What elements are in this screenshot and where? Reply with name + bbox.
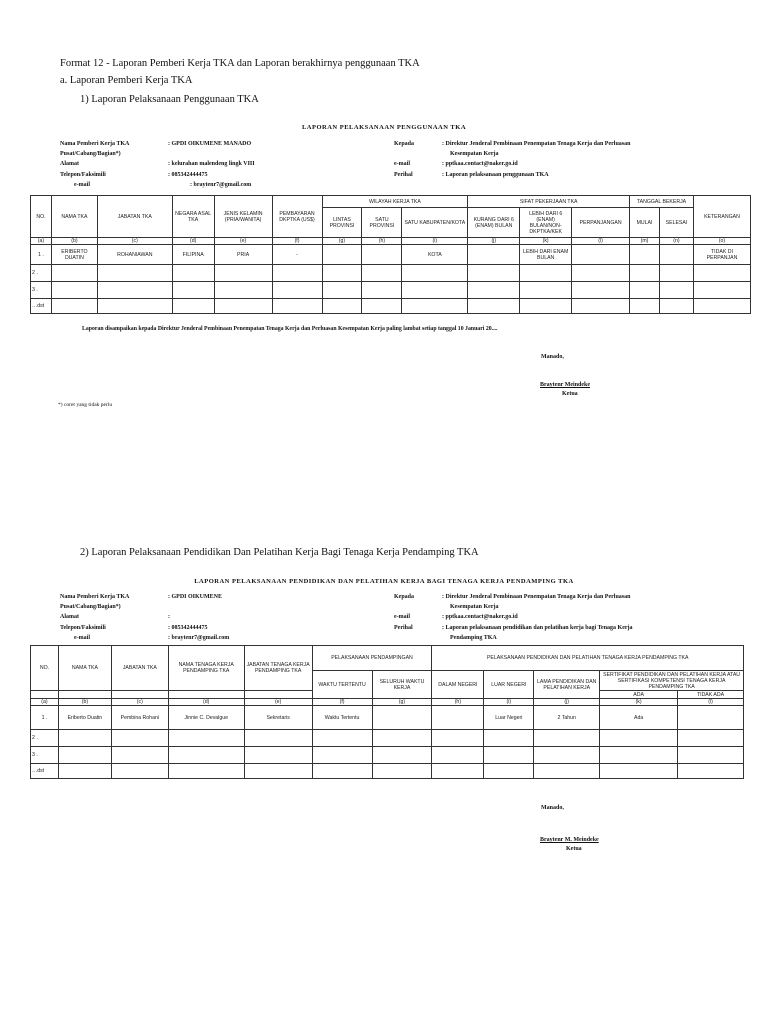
table-cell <box>362 282 402 299</box>
table-cell <box>534 764 600 779</box>
table-cell <box>58 747 111 764</box>
index-cell: (a) <box>31 699 59 706</box>
table-cell <box>322 299 362 314</box>
col-wilayah: WILAYAH KERJA TKA <box>322 196 468 208</box>
index-cell: (b) <box>58 699 111 706</box>
table-cell <box>172 282 214 299</box>
col-satu-prov: SATU PROVINSI <box>362 208 402 238</box>
table-cell <box>272 265 322 282</box>
table-cell: ROHANIAWAN <box>97 245 172 265</box>
col-jabatan-tk-pendamping: JABATAN TENAGA KERJA PENDAMPING TKA <box>244 646 312 691</box>
table-cell <box>520 299 572 314</box>
meta-value-cont: Pendamping TKA <box>450 634 497 641</box>
table-cell: Jinnie C. Devalgue <box>168 706 244 730</box>
meta-value: : <box>168 614 170 621</box>
meta-value: : kelurahan malendeng lingk VIII <box>168 161 255 168</box>
table-cell <box>520 265 572 282</box>
table-cell <box>630 265 660 282</box>
report2-signer-role: Ketua <box>566 846 582 852</box>
meta-label: Alamat <box>60 614 79 621</box>
table-cell <box>468 299 520 314</box>
col-no: NO. <box>31 646 59 691</box>
table-cell <box>168 747 244 764</box>
meta-label: e-mail <box>74 181 90 188</box>
col-tidak-ada: TIDAK ADA <box>678 691 744 699</box>
meta-value <box>168 150 255 158</box>
report1-signer-role: Ketua <box>562 391 578 397</box>
meta-label: Nama Pemberi Kerja TKA <box>60 594 130 600</box>
index-cell: (j) <box>468 238 520 245</box>
table-cell <box>322 282 362 299</box>
index-cell: (f) <box>272 238 322 245</box>
meta-value: : Laporan pelaksanaan penggunaan TKA <box>442 171 549 178</box>
table-cell <box>51 282 97 299</box>
meta-label: e-mail <box>394 614 410 621</box>
index-row <box>31 699 744 706</box>
table-cell <box>312 730 372 747</box>
table-cell <box>678 730 744 747</box>
table-row <box>31 764 744 779</box>
table-cell <box>402 282 468 299</box>
table-cell <box>678 747 744 764</box>
table-cell <box>97 265 172 282</box>
table-cell <box>630 299 660 314</box>
table-cell <box>572 265 630 282</box>
col-lama: LAMA PENDIDIKAN DAN PELATIHAN KERJA <box>534 671 600 699</box>
index-row <box>31 238 751 245</box>
meta-value: : 085342444475 <box>168 171 208 178</box>
index-cell: (l) <box>572 238 630 245</box>
report1-meta-left <box>58 138 257 191</box>
table-cell <box>372 747 432 764</box>
table-cell <box>214 265 272 282</box>
meta-value-cont: Kesempatan Kerja <box>450 151 499 158</box>
col-luar-negeri: LUAR NEGERI <box>484 671 534 699</box>
report1-title: LAPORAN PELAKSANAAN PENGGUNAAN TKA <box>301 124 467 131</box>
table-cell <box>51 299 97 314</box>
report1-table <box>30 195 751 314</box>
index-cell: (j) <box>534 699 600 706</box>
table-cell <box>97 282 172 299</box>
table-cell <box>693 299 750 314</box>
index-cell: (d) <box>172 238 214 245</box>
table-cell <box>58 764 111 779</box>
table-cell: 1 . <box>31 245 52 265</box>
table-cell <box>468 282 520 299</box>
meta-label: e-mail <box>394 161 410 168</box>
table-cell <box>372 764 432 779</box>
table-cell: ERIBERTO DUATIN <box>51 245 97 265</box>
table-cell <box>362 299 402 314</box>
table-cell <box>600 747 678 764</box>
table-cell: PRIA <box>214 245 272 265</box>
table-cell <box>520 282 572 299</box>
index-cell: (f) <box>312 699 372 706</box>
table-cell: Eriberto Duatin <box>58 706 111 730</box>
section-1-heading: 1) Laporan Pelaksanaan Penggunaan TKA <box>80 94 259 105</box>
meta-label: Perihal <box>394 171 413 178</box>
table-cell: TIDAK DI PERPANJAN <box>693 245 750 265</box>
table-row <box>31 245 751 265</box>
table-cell <box>693 265 750 282</box>
table-cell <box>572 245 630 265</box>
index-cell: (n) <box>660 238 694 245</box>
col-ada: ADA <box>600 691 678 699</box>
col-no: NO. <box>31 196 52 238</box>
table-row <box>31 730 744 747</box>
meta-label: e-mail <box>74 634 90 641</box>
table-cell <box>660 265 694 282</box>
report2-title: LAPORAN PELAKSANAAN PENDIDIKAN DAN PELATIHAN KERJA BAGI TENAGA KERJA PENDAMPING TKA <box>194 578 574 585</box>
table-cell <box>51 265 97 282</box>
table-cell <box>168 764 244 779</box>
table-cell <box>468 245 520 265</box>
meta-value: : braytenr7@gmail.com <box>190 181 252 188</box>
index-cell: (i) <box>402 238 468 245</box>
section-a-heading: a. Laporan Pemberi Kerja TKA <box>60 75 193 86</box>
index-cell: (g) <box>322 238 362 245</box>
meta-label: Pusat/Cabang/Bagian*) <box>60 151 121 158</box>
table-cell <box>660 282 694 299</box>
index-cell: (c) <box>97 238 172 245</box>
col-nama-tka: NAMA TKA <box>58 646 111 691</box>
table-cell <box>168 730 244 747</box>
table-cell: 3 . <box>31 282 52 299</box>
meta-label: Telepon/Faksimili <box>60 624 106 631</box>
table-cell: 3 . <box>31 747 59 764</box>
meta-value <box>168 603 229 611</box>
report1-meta-right <box>392 138 632 181</box>
table-cell <box>214 282 272 299</box>
table-cell: - <box>272 245 322 265</box>
table-cell <box>600 730 678 747</box>
index-row-group <box>31 238 751 245</box>
table-cell: …dst <box>31 299 52 314</box>
col-jabatan-tka: JABATAN TKA <box>97 196 172 238</box>
table-cell: LEBIH DARI ENAM BULAN <box>520 245 572 265</box>
meta-label: Perihal <box>394 624 413 631</box>
col-keterangan: KETERANGAN <box>693 196 750 238</box>
table-cell <box>572 282 630 299</box>
index-cell: (h) <box>432 699 484 706</box>
index-cell: (k) <box>600 699 678 706</box>
table-row <box>31 706 744 730</box>
table-cell <box>693 282 750 299</box>
meta-value: : pptkaa.contact@naker.go.id <box>442 614 518 621</box>
table-cell <box>372 706 432 730</box>
table-cell <box>660 245 694 265</box>
table-cell: Luar Negeri <box>484 706 534 730</box>
report2-table <box>30 645 744 779</box>
table-cell <box>272 299 322 314</box>
table-cell <box>362 265 402 282</box>
meta-value: : pptkaa.contact@naker.go.id <box>442 161 518 168</box>
table-cell <box>630 245 660 265</box>
col-sertifikat: SERTIFIKAT PENDIDIKAN DAN PELATIHAN KERJA ATAU SERTIFIKASI KOMPETENSI TENAGA KERJA PENDAMPING TKA <box>600 671 744 691</box>
meta-value: : GPDI OIKUMENE MANADO <box>168 141 252 147</box>
table-cell <box>244 747 312 764</box>
meta-value: : Direktur Jenderal Pembinaan Penempatan Tenaga Kerja dan Perluasan <box>442 594 631 600</box>
report2-meta-right <box>392 591 635 644</box>
format-title: Format 12 - Laporan Pemberi Kerja TKA dan Laporan berakhirnya penggunaan TKA <box>60 58 420 69</box>
table-cell <box>111 730 168 747</box>
index-cell: (i) <box>484 699 534 706</box>
index-cell: (b) <box>51 238 97 245</box>
table-cell <box>172 299 214 314</box>
col-perpanjangan: PERPANJANGAN <box>572 208 630 238</box>
table-cell <box>172 265 214 282</box>
index-cell: (k) <box>520 238 572 245</box>
col-kurang: KURANG DARI 6 (ENAM) BULAN <box>468 208 520 238</box>
table-cell <box>432 747 484 764</box>
table-cell <box>484 730 534 747</box>
col-diklat: PELAKSANAAN PENDIDIKAN DAN PELATIHAN TENAGA KERJA PENDAMPING TKA <box>432 646 744 671</box>
table-cell: 1 . <box>31 706 59 730</box>
index-cell: (e) <box>244 699 312 706</box>
meta-label: Pusat/Cabang/Bagian*) <box>60 604 121 611</box>
meta-label: Telepon/Faksimili <box>60 171 106 178</box>
table-cell <box>678 764 744 779</box>
index-row-group <box>31 699 744 706</box>
table-cell: KOTA <box>402 245 468 265</box>
table-cell <box>58 730 111 747</box>
table-cell: Ada <box>600 706 678 730</box>
table-row <box>31 265 751 282</box>
index-cell: (e) <box>214 238 272 245</box>
table-cell <box>600 764 678 779</box>
table-cell: 2 . <box>31 265 52 282</box>
table-cell: Waktu Tertentu <box>312 706 372 730</box>
report1-footnote: Laporan disampaikan kepada Direktur Jenderal Pembinaan Penempatan Tenaga Kerja dan Perluasan Kesempatan Kerja paling lambat setiap tanggal 10 Januari 20.... <box>82 326 498 332</box>
table-cell: Pembina Rohani <box>111 706 168 730</box>
report2-body <box>31 706 744 779</box>
meta-value: : Direktur Jenderal Pembinaan Penempatan Tenaga Kerja dan Perluasan <box>442 141 631 147</box>
col-nama-tka: NAMA TKA <box>51 196 97 238</box>
table-cell: 2 Tahun <box>534 706 600 730</box>
meta-label: Nama Pemberi Kerja TKA <box>60 141 130 147</box>
table-cell <box>432 730 484 747</box>
table-cell <box>214 299 272 314</box>
table-cell <box>272 282 322 299</box>
meta-label: Kepada <box>394 141 415 147</box>
col-nama-tk-pendamping: NAMA TENAGA KERJA PENDAMPING TKA <box>168 646 244 691</box>
report1-place: Manado, <box>541 354 564 360</box>
table-cell <box>484 764 534 779</box>
meta-value-cont: Kesempatan Kerja <box>450 604 499 611</box>
index-cell: (m) <box>630 238 660 245</box>
table-row <box>31 282 751 299</box>
table-cell <box>534 747 600 764</box>
table-cell <box>534 730 600 747</box>
table-cell <box>372 730 432 747</box>
table-cell <box>244 764 312 779</box>
table-cell <box>432 764 484 779</box>
index-cell: (o) <box>693 238 750 245</box>
col-tanggal: TANGGAL BEKERJA <box>630 196 694 208</box>
col-pembayaran: PEMBAYARAN DKPTKA (US$) <box>272 196 322 238</box>
index-cell: (d) <box>168 699 244 706</box>
index-cell: (c) <box>111 699 168 706</box>
col-satu-kab: SATU KABUPATEN/KOTA <box>402 208 468 238</box>
table-cell <box>484 747 534 764</box>
table-cell <box>362 245 402 265</box>
table-cell: 2 . <box>31 730 59 747</box>
col-waktu-tertentu: WAKTU TERTENTU <box>312 671 372 699</box>
report1-coret: *) coret yang tidak perlu <box>58 402 113 408</box>
report1-signer: Braytenr Meindeke <box>540 382 591 388</box>
table-cell <box>432 706 484 730</box>
col-jabatan-tka: JABATAN TKA <box>111 646 168 691</box>
table-cell <box>244 730 312 747</box>
report2-place: Manado, <box>541 805 564 811</box>
meta-label: Alamat <box>60 161 79 168</box>
index-cell: (h) <box>362 238 402 245</box>
col-selesai: SELESAI <box>660 208 694 238</box>
table-cell: …dst <box>31 764 59 779</box>
report1-body <box>31 245 751 314</box>
table-cell <box>322 245 362 265</box>
table-cell <box>630 282 660 299</box>
table-cell: Sekretaris <box>244 706 312 730</box>
table-cell: FILIPINA <box>172 245 214 265</box>
index-cell: (l) <box>678 699 744 706</box>
table-cell <box>322 265 362 282</box>
table-cell <box>572 299 630 314</box>
col-negara-asal: NEGARA ASAL TKA <box>172 196 214 238</box>
col-lebih: LEBIH DARI 6 (ENAM) BULAN/NON-DKPTKA/KEK <box>520 208 572 238</box>
col-lintas: LINTAS PROVINSI <box>322 208 362 238</box>
meta-value: : GPDI OIKUMENE <box>168 594 222 600</box>
index-cell: (a) <box>31 238 52 245</box>
col-dalam-negeri: DALAM NEGERI <box>432 671 484 699</box>
col-jenis-kelamin: JENIS KELAMIN (PRIA/WANITA) <box>214 196 272 238</box>
meta-label: Kepada <box>394 594 415 600</box>
table-cell <box>660 299 694 314</box>
table-cell <box>312 764 372 779</box>
table-cell <box>678 706 744 730</box>
col-mulai: MULAI <box>630 208 660 238</box>
table-cell <box>111 747 168 764</box>
table-cell <box>97 299 172 314</box>
report2-signer: Braytenr M. Meindeke <box>540 837 599 843</box>
meta-value: : braytenr7@gmail.com <box>168 634 230 641</box>
index-cell: (g) <box>372 699 432 706</box>
table-cell <box>468 265 520 282</box>
table-row <box>31 299 751 314</box>
meta-value: : 085342444475 <box>168 624 208 631</box>
col-sifat: SIFAT PEKERJAAN TKA <box>468 196 630 208</box>
table-row <box>31 747 744 764</box>
meta-value: : Laporan pelaksanaan pendidikan dan pelatihan kerja bagi Tenaga Kerja <box>442 624 633 631</box>
section-2-heading: 2) Laporan Pelaksanaan Pendidikan Dan Pelatihan Kerja Bagi Tenaga Kerja Pendamping TKA <box>80 547 479 558</box>
table-cell <box>402 265 468 282</box>
table-cell <box>312 747 372 764</box>
report2-meta-left <box>58 591 231 644</box>
col-pelaksanaan: PELAKSANAAN PENDAMPINGAN <box>312 646 432 671</box>
table-cell <box>402 299 468 314</box>
table-cell <box>111 764 168 779</box>
col-seluruh-waktu: SELURUH WAKTU KERJA <box>372 671 432 699</box>
